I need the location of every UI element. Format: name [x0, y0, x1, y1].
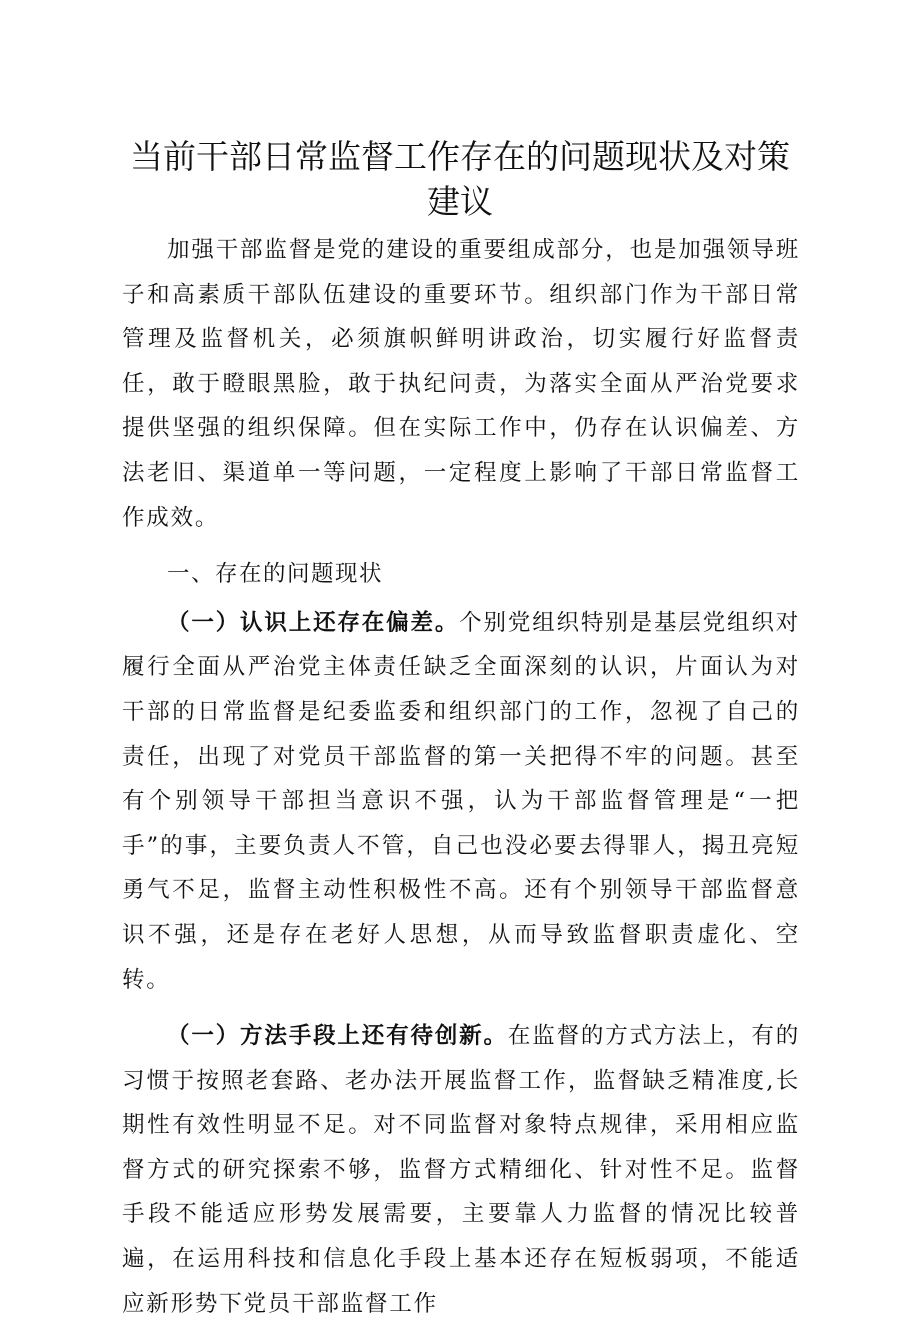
problem-item-1-text: 个别党组织特别是基层党组织对履行全面从严治党主体责任缺乏全面深刻的认识，片面认为对干部的日常监督是纪委监委和组织部门的工作，忽视了自己的责任，出现了对党员干部监督的第一关把得不牢的问题。甚至有个别领导干部担当意识不强，认为干部监督管理是“一把手”的事，主要负责人不管，自己也没必要去得罪人，揭丑亮短勇气不足，监督主动性积极性不高。还有个别领导干部监督意识不强，还是存在老好人思想，从而导致监督职责虚化、空转。 — [122, 609, 800, 993]
section-heading-problems: 一、存在的问题现状 — [167, 561, 384, 588]
intro-paragraph: 加强干部监督是党的建设的重要组成部分，也是加强领导班子和高素质干部队伍建设的重要环节。组织部门作为干部日常管理及监督机关，必须旗帜鲜明讲政治，切实履行好监督责任，敢于瞪眼黑脸，敢于执纪问责，为落实全面从严治党要求提供坚强的组织保障。但在实际工作中，仍存在认识偏差、方法老旧、渠道单一等问题，一定程度上影响了干部日常监督工作成效。 — [122, 237, 800, 531]
problem-item-2 — [122, 1014, 800, 1326]
problem-item-2-text: 在监督的方式方法上，有的习惯于按照老套路、老办法开展监督工作，监督缺乏精准度,长期性有效性明显不足。对不同监督对象特点规律，采用相应监督方式的研究探索不够，监督方式精细化、针对性不足。监督手段不能适应形势发展需要，主要靠人力监督的情况比较普遍，在运用科技和信息化手段上基本还存在短板弱项，不能适应新形势下党员干部监督工作 — [122, 1023, 800, 1317]
document-title: 当前干部日常监督工作存在的问题现状及对策建议 — [130, 137, 790, 221]
problem-item-1-lead: （一）认识上还存在偏差。 — [167, 609, 460, 636]
problem-item-1 — [122, 601, 800, 1002]
problem-item-2-lead: （一）方法手段上还有待创新。 — [167, 1023, 508, 1050]
document-body — [122, 228, 800, 1338]
